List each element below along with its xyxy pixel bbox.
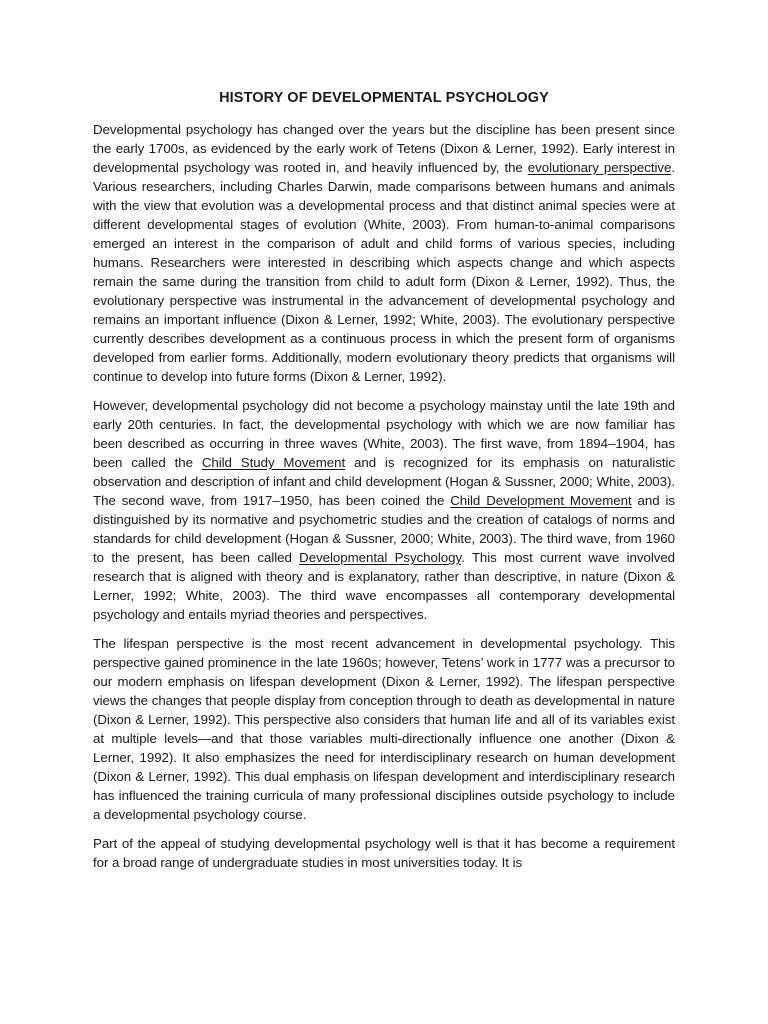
page-title: HISTORY OF DEVELOPMENTAL PSYCHOLOGY (219, 90, 549, 106)
underlined-term: Child Development Movement (450, 493, 632, 508)
paragraph-text: However, developmental psychology did not become a psychology mainstay until the late 19th and early 20th centuries. In fact, the developmental psychology with which we are now familiar has been described as occurring in three waves (White, 2003). The first wave, from 1894–1904, has been called the (93, 398, 675, 470)
paragraph-text: and is recognized for its emphasis on naturalistic observation and description of infant and child development (Hogan & Sussner, 2000; White, 2003). The second wave, from 1917–1950, has been coined the (93, 455, 675, 508)
underlined-term: Child Study Movement (201, 455, 346, 470)
paragraph-text: The lifespan perspective is the most recent advancement in developmental psychology. This perspective gained prominence in the late 1960s; however, Tetens’ work in 1777 was a precursor to our modern emphasis on lifespan development (Dixon & Lerner, 1992). The lifespan perspective views the changes that people display from conception through to death as developmental in nature (Dixon & Lerner, 1992). This perspective also considers that human life and all of its variables exist at multiple levels—and that those variables multi-directionally influence one another (Dixon & Lerner, 1992). It also emphasizes the need for interdisciplinary research on human development (Dixon & Lerner, 1992). This dual emphasis on lifespan development and interdisciplinary research has influenced the training curricula of many professional disciplines outside psychology to include a developmental psychology course. (93, 636, 675, 822)
paragraph-text: Part of the appeal of studying developmental psychology well is that it has become a requirement for a broad range of undergraduate studies in most universities today. It is (93, 836, 675, 870)
underlined-term: Developmental Psychology (299, 550, 462, 565)
paragraph-text: . This most current wave involved research that is aligned with theory and is explanatory, rather than descriptive, in nature (Dixon & Lerner, 1992; White, 2003). The third wave encompasses all contemporary developmental psychology and entails myriad theories and perspectives. (93, 550, 676, 622)
paragraph-4 (93, 834, 675, 872)
paragraph-text: . Various researchers, including Charles Darwin, made comparisons between humans and animals with the view that evolution was a developmental process and that distinct animal species were at different developmental stages of evolution (White, 2003). From human-to-animal comparisons emerged an interest in the comparison of adult and child forms of various species, including humans. Researchers were interested in describing which aspects change and which aspects remain the same during the transition from child to adult form (Dixon & Lerner, 1992). Thus, the evolutionary perspective was instrumental in the advancement of developmental psychology and remains an important influence (Dixon & Lerner, 1992; White, 2003). The evolutionary perspective currently describes development as a continuous process in which the present form of organisms developed from earlier forms. Additionally, modern evolutionary theory predicts that organisms will continue to develop into future forms (Dixon & Lerner, 1992). (93, 160, 675, 384)
paragraph-3 (93, 634, 675, 824)
paragraph-1 (93, 120, 675, 386)
paragraph-2 (93, 396, 675, 624)
underlined-term: evolutionary perspective (527, 160, 672, 175)
paragraph-text: Developmental psychology has changed over the years but the discipline has been present since the early 1700s, as evidenced by the early work of Tetens (Dixon & Lerner, 1992). Early interest in developmental psychology was rooted in, and heavily influenced by, the (93, 122, 675, 175)
paragraph-text: and is distinguished by its normative and psychometric studies and the creation of catalogs of norms and standards for child development (Hogan & Sussner, 2000; White, 2003). The third wave, from 1960 to the present, has been called (93, 493, 676, 565)
document-page (93, 88, 675, 882)
